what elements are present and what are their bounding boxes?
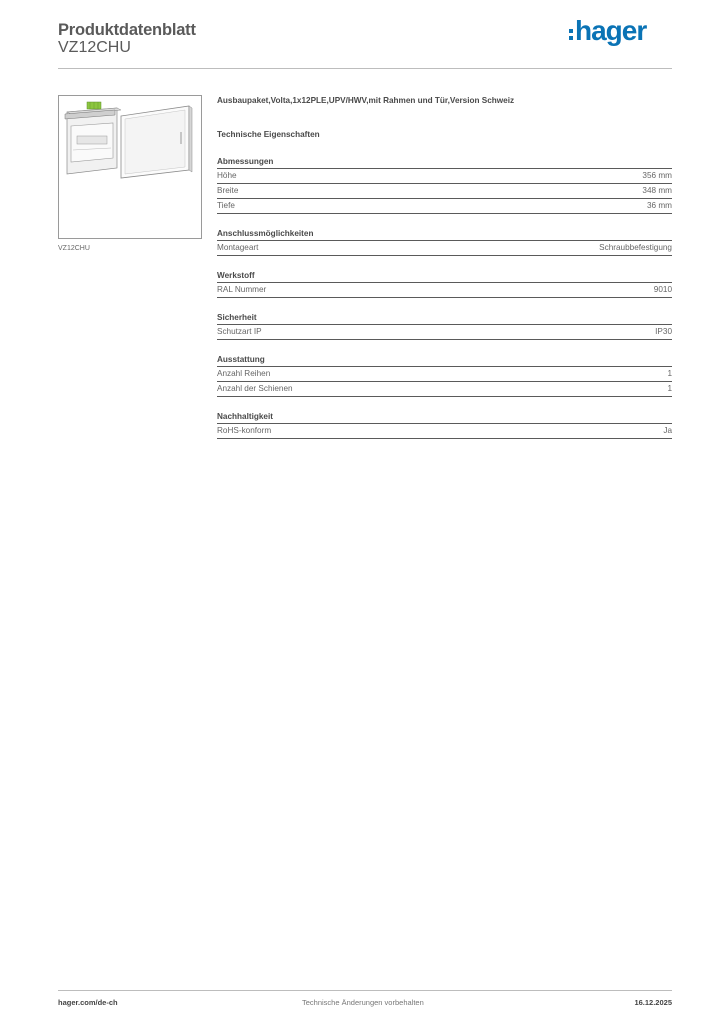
property-row	[217, 382, 672, 397]
technical-properties-heading: Technische Eigenschaften	[217, 130, 320, 139]
property-row	[217, 184, 672, 199]
property-group	[217, 354, 672, 397]
property-row	[217, 283, 672, 298]
property-label: Tiefe	[217, 201, 235, 210]
group-title: Nachhaltigkeit	[217, 411, 672, 424]
footer-date: 16.12.2025	[634, 998, 672, 1007]
footer-divider	[58, 990, 672, 991]
property-value: Schraubbefestigung	[599, 243, 672, 252]
property-label: Breite	[217, 186, 239, 195]
property-row	[217, 325, 672, 340]
group-title: Sicherheit	[217, 312, 672, 325]
property-row	[217, 424, 672, 439]
property-label: Montageart	[217, 243, 259, 252]
group-title: Abmessungen	[217, 156, 672, 169]
header-divider	[58, 68, 672, 69]
property-value: 9010	[653, 285, 672, 294]
product-details	[217, 96, 672, 439]
property-label: RoHS-konform	[217, 426, 272, 435]
property-row	[217, 169, 672, 184]
footer-website-link[interactable]: hager.com/de-ch	[58, 998, 118, 1007]
property-group	[217, 156, 672, 214]
hager-logo	[569, 15, 646, 47]
property-group	[217, 411, 672, 439]
property-label: Anzahl Reihen	[217, 369, 271, 378]
property-row	[217, 241, 672, 256]
property-value: 36 mm	[646, 201, 672, 210]
property-label: Höhe	[217, 171, 237, 180]
property-groups	[217, 156, 672, 439]
property-value: 1	[667, 384, 672, 393]
property-value: 348 mm	[642, 186, 672, 195]
property-row	[217, 367, 672, 382]
product-description: Ausbaupaket,Volta,1x12PLE,UPV/HWV,mit Rahmen und Tür,Version Schweiz	[217, 96, 515, 105]
property-group	[217, 312, 672, 340]
image-caption: VZ12CHU	[58, 245, 90, 252]
product-image	[58, 95, 202, 239]
property-value: 1	[667, 369, 672, 378]
distribution-box-illustration	[59, 96, 201, 238]
logo-wordmark: hager	[575, 15, 647, 46]
property-value: 356 mm	[642, 171, 672, 180]
property-value: IP30	[655, 327, 672, 336]
property-value: Ja	[663, 426, 672, 435]
group-title: Anschlussmöglichkeiten	[217, 228, 672, 241]
group-title: Ausstattung	[217, 354, 672, 367]
logo-dots-icon	[569, 29, 573, 40]
property-label: RAL Nummer	[217, 285, 267, 294]
footer-notice: Technische Änderungen vorbehalten	[302, 998, 424, 1007]
property-row	[217, 199, 672, 214]
property-group	[217, 270, 672, 298]
page-title: Produktdatenblatt	[58, 21, 196, 39]
product-code: VZ12CHU	[58, 39, 131, 56]
property-label: Schutzart IP	[217, 327, 262, 336]
group-title: Werkstoff	[217, 270, 672, 283]
property-label: Anzahl der Schienen	[217, 384, 293, 393]
property-group	[217, 228, 672, 256]
